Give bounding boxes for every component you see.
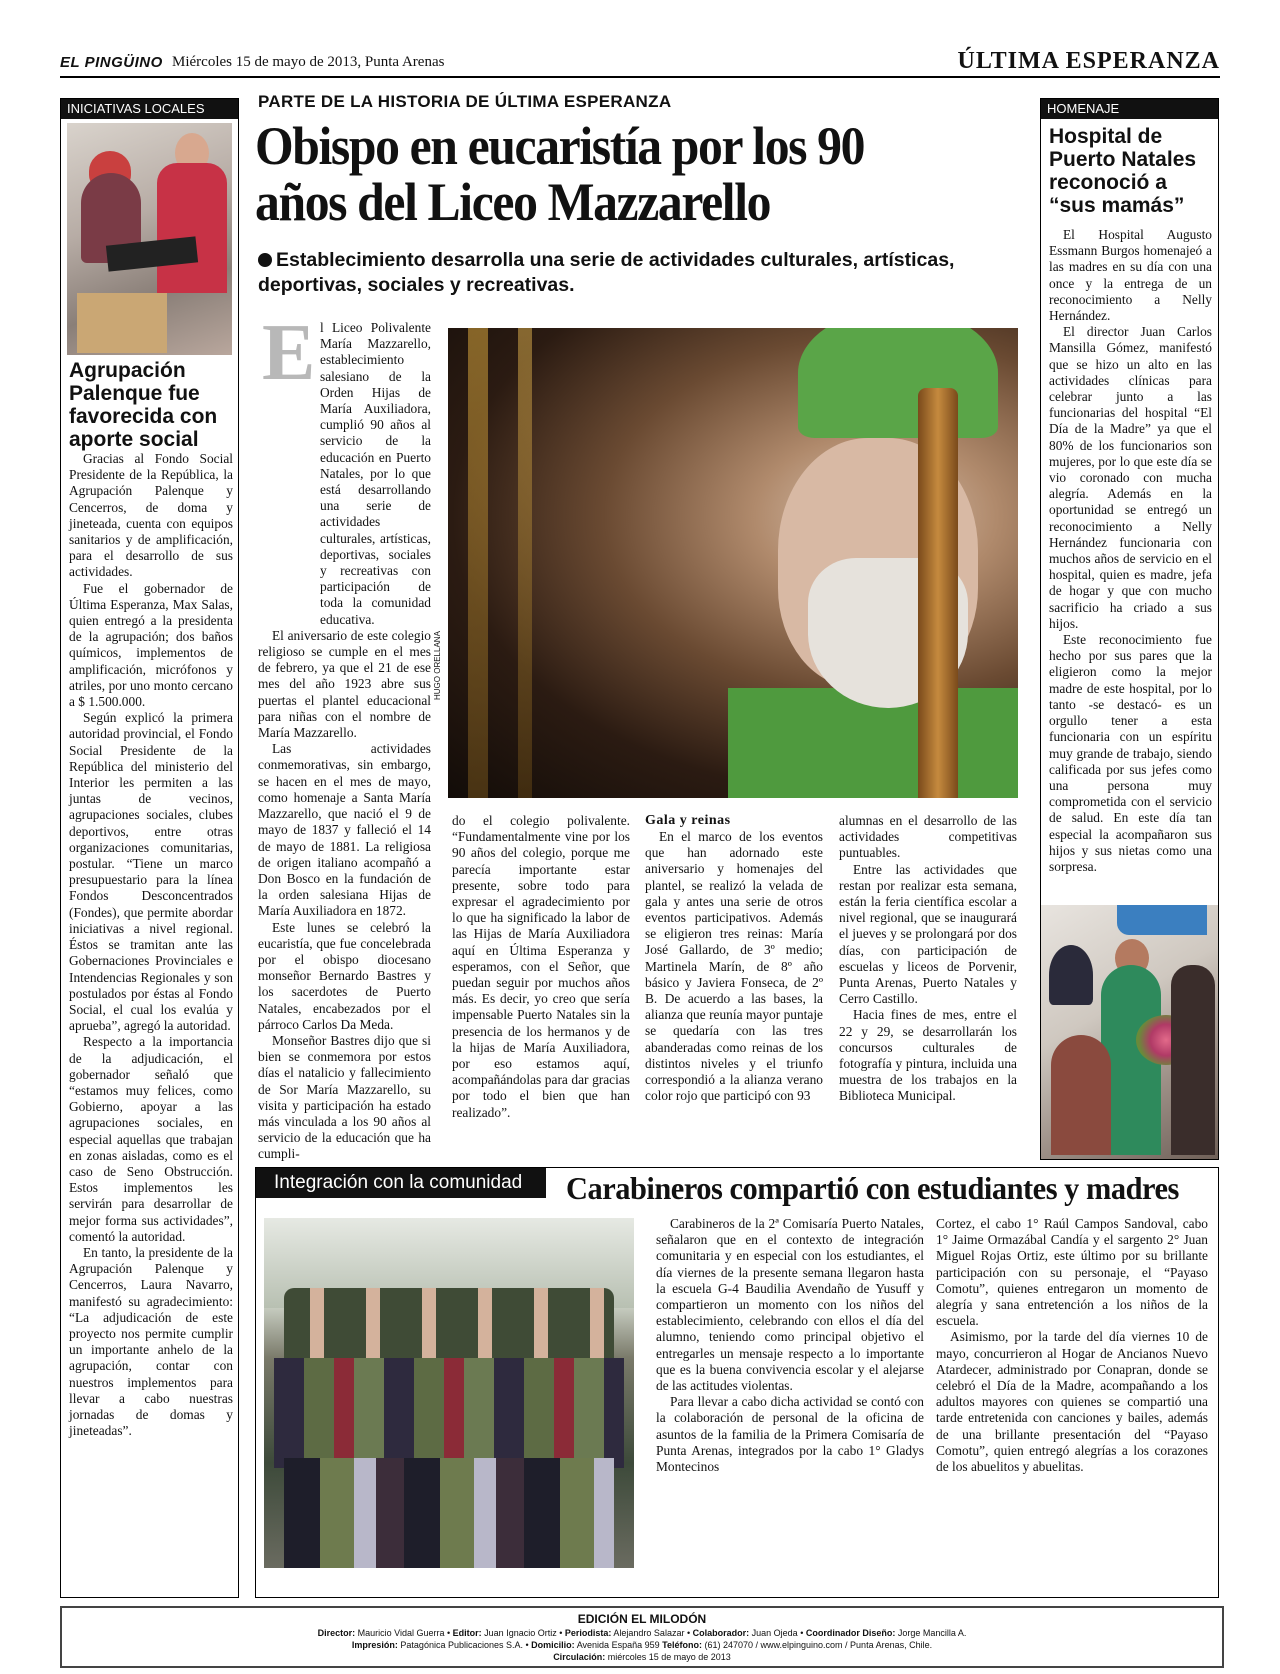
dateline: Miércoles 15 de mayo de 2013, Punta Arenas bbox=[172, 54, 445, 70]
main-column-2 bbox=[452, 813, 630, 1121]
bottom-article bbox=[255, 1167, 1219, 1598]
staff-key: Coordinador Diseño: bbox=[805, 1628, 896, 1638]
paragraph: En tanto, la presidente de la Agrupación Palenque y Cencerros, Laura Navarro, manifestó su agradecimiento: “La adjudicación de este proyecto nos permite cumplir un importante anhelo de la agrupación, contar con nuestros implementos para llevar a cabo nuestras jornadas de domas y jineteadas”. bbox=[69, 1244, 233, 1439]
drop-cap: E bbox=[262, 309, 316, 397]
paragraph: Este lunes se celebró la eucaristía, que fue concelebrada por el obispo diocesano monseñor Bernardo Bastres y los sacerdotes de Puerto Natales, encabezados por el párroco Carlos Da Meda. bbox=[258, 919, 431, 1032]
staff-key: Teléfono: bbox=[662, 1640, 702, 1650]
agrupacion-photo bbox=[67, 123, 232, 355]
sidebar-left-article bbox=[60, 98, 239, 1598]
staff-value: Mauricio Vidal Guerra • bbox=[357, 1628, 451, 1638]
paragraph: El aniversario de este colegio religioso se cumple en el mes de febrero, ya que el 21 de ese mes del año 1923 abre sus puertas el plantel educacional para niñas con el nombre de María Mazzarello. bbox=[258, 627, 431, 741]
carabineros-photo bbox=[264, 1218, 634, 1568]
staff-line-1 bbox=[62, 1628, 1222, 1638]
subheading: Gala y reinas bbox=[645, 813, 731, 828]
hospital-photo bbox=[1041, 905, 1218, 1159]
paragraph: Fue el gobernador de Última Esperanza, Max Salas, quien entregó a la presidenta de la agrupación; dos baños químicos, implementos de amplificación, micrófonos y atriles, por uno monto cercano a $ 1.500.000. bbox=[69, 580, 233, 710]
paragraph: Para llevar a cabo dicha actividad se contó con la colaboración de personal de la oficina de asuntos de la familia de la Primera Comisaría de Punta Arenas, integrados por la cabo 1° Gladys Montecinos bbox=[656, 1394, 924, 1475]
paragraph: alumnas en el desarrollo de las actividades competitivas puntuables. bbox=[839, 813, 1017, 861]
staff-key: Editor: bbox=[452, 1628, 482, 1638]
deck-text: Establecimiento desarrolla una serie de actividades culturales, artísticas, deportivas, sociales y recreativas. bbox=[258, 249, 955, 296]
right-headline: Hospital de Puerto Natales reconoció a “sus mamás” bbox=[1049, 125, 1197, 217]
paragraph: En el marco de los eventos que han adornado este aniversario y homenajes del plantel, se realizó la velada de gala y antes una serie de otros eventos participativos. Además se eligieron tres reinas: María José Gallardo, de 3º medio; Martinela Marín, de 8º año básico y Javiera Fonseca, de 2º B. De acuerdo a las bases, la alianza que reunía mayor puntaje se quedaría con las tres abanderadas como reinas de los distintos niveles y el triunfo correspondió a la alianza verano color rojo que participó con 93 bbox=[645, 829, 823, 1104]
paragraph: Respecto a la importancia de la adjudicación, el gobernador señaló que “estamos muy felices, como Gobierno, apoyar a las agrupaciones sociales, en especial aquellas que trabajan en zonas aisladas, como es el caso de Seno Obstrucción. Estos implementos les servirán para desarrollar de mejor forma sus actividades”, comentó la autoridad. bbox=[69, 1034, 233, 1244]
main-headline: Obispo en eucaristía por los 90 años del Liceo Mazzarello bbox=[255, 116, 865, 232]
paragraph: Carabineros de la 2ª Comisaría Puerto Natales, señalaron que en el contexto de integración comunitaria y en especial con los estudiantes, el día viernes de la presente semana llegaron hasta la escuela G-4 Baudilia Avendaño de Yusuff y compartieron un momento con los niños del establecimiento, celebrando con ellos el día del alumno, teniendo como principal objetivo el entregarles un mensaje respecto a lo importante que es la buena convivencia escolar y el alejarse de las actitudes violentas. bbox=[656, 1216, 924, 1394]
staff-value: Avenida España 959 bbox=[576, 1640, 660, 1650]
paragraph: Este reconocimiento fue hecho por sus pares que la eligieron como la mejor madre de este hospital, por lo tanto -se destacó- es un orgullo tener a esta funcionaria con un espíritu muy grande de trabajo, siendo calificada por sus jefes como una persona muy comprometida con el servicio de salud. En este día tan especial la acompañaron sus hijos y sus nietas como una sorpresa. bbox=[1049, 632, 1212, 874]
paragraph: Asimismo, por la tarde del día viernes 10 de mayo, concurrieron al Hogar de Ancianos Nuevo Atardecer, administrado por Conapran, donde se celebró el Día de la Madre, acompañando a los adultos mayores con quienes se compartió una tarde entretenida con canciones y bailes, además de una brillante presentación del “Payaso Comotu”, quien entregó alegrías a los corazones de los abuelitos y abuelitas. bbox=[936, 1329, 1208, 1475]
paragraph: Entre las actividades que restan por realizar esta semana, están la feria científica escolar a nivel regional, que se inaugurará el jueves y se prolongará por dos días, con participación de escuelas y liceos de Porvenir, Punta Arenas, Puerto Natales y Cerro Castillo. bbox=[839, 861, 1017, 1007]
staff-box bbox=[60, 1606, 1224, 1668]
staff-value: Patagónica Publicaciones S.A. • bbox=[400, 1640, 529, 1650]
staff-key: Colaborador: bbox=[692, 1628, 750, 1638]
bottom-column-1 bbox=[656, 1216, 924, 1475]
paragraph: do el colegio polivalente. “Fundamentalmente vine por los 90 años del colegio, porque me parecía importante estar presente, sobre todo para expresar el agradecimiento por lo que ha significado la labor de las Hijas de María Auxiliadora aquí en Última Esperanza y esperamos, con el Señor, que puedan seguir por muchos años más. Es decir, yo creo que sería impensable Puerto Natales sin la presencia de los hermanos y de la hijas de María Auxiliadora, por eso estamos aquí, acompañándolas para dar gracias por todo el bien que han realizado”. bbox=[452, 813, 630, 1120]
section-tag: HOMENAJE bbox=[1041, 99, 1218, 119]
kicker: PARTE DE LA HISTORIA DE ÚLTIMA ESPERANZA bbox=[258, 92, 672, 111]
staff-key: Director: bbox=[317, 1628, 356, 1638]
left-headline: Agrupación Palenque fue favorecida con aporte social bbox=[69, 359, 218, 451]
main-column-3 bbox=[645, 813, 823, 1104]
staff-value: Juan Ojeda • bbox=[751, 1628, 804, 1638]
main-column-1 bbox=[258, 309, 431, 1163]
staff-value: miércoles 15 de mayo de 2013 bbox=[607, 1652, 731, 1662]
staff-key: Domicilio: bbox=[531, 1640, 575, 1650]
section-title: ÚLTIMA ESPERANZA bbox=[957, 48, 1220, 74]
photo-credit: HUGO ORELLANA bbox=[433, 631, 442, 700]
deck bbox=[258, 248, 968, 298]
paragraph: Hacia fines de mes, entre el 22 y 29, se desarrollarán los concursos culturales de fotografía y pintura, incluida una muestra de los trabajos en la Biblioteca Municipal. bbox=[839, 1007, 1017, 1104]
section-tag: Integración con la comunidad bbox=[256, 1168, 546, 1198]
staff-value: (61) 247070 / www.elpinguino.com / Punta Arenas, Chile. bbox=[704, 1640, 933, 1650]
bullet-icon bbox=[258, 253, 272, 267]
sidebar-right-article bbox=[1040, 98, 1219, 1160]
masthead bbox=[60, 48, 1220, 78]
bishop-photo bbox=[448, 328, 1018, 798]
staff-key: Impresión: bbox=[351, 1640, 398, 1650]
section-tag: INICIATIVAS LOCALES bbox=[61, 99, 238, 119]
left-body bbox=[69, 451, 233, 1439]
staff-value: Jorge Mancilla A. bbox=[897, 1628, 967, 1638]
paragraph: El director Juan Carlos Mansilla Gómez, manifestó que se hizo un alto en las actividades clínicas para celebrar junto a las funcionarias del hospital “El Día de la Madre” ya que el 80% de los funcionarios son mujeres, por lo que este día se vio coronado con mucha alegría. Además en la oportunidad se entregó un reconocimiento a Nelly Hernández funcionaria con muchos años de servicio en el hospital, quien es madre, jefa de hogar y que con mucho sacrificio ha criado a sus hijos. bbox=[1049, 324, 1212, 631]
paragraph: Gracias al Fondo Social Presidente de la República, la Agrupación Palenque y Cencerros, de doma y jineteada, cuenta con equipos sanitarios y de amplificación, para el desarrollo de sus actividades. bbox=[69, 451, 233, 580]
paragraph: Según explicó la primera autoridad provincial, el Fondo Social Presidente de la República del ministerio del Interior les permiten a las juntas de vecinos, agrupaciones sociales, clubes deportivos, entre otras organizaciones comunitarias, postular. “Tiene un marco presupuestario para la línea Fondos Desconcentrados (Fondes), que permite abordar iniciativas a nivel regional. Éstos se tramitan ante las Gobernaciones Provinciales e Intendencias Regionales y son postulados por éstas al Fondo Social, el cual los evalúa y aprueba”, agregó la autoridad. bbox=[69, 710, 233, 1034]
main-column-4 bbox=[839, 813, 1017, 1105]
paragraph: Monseñor Bastres dijo que si bien se conmemora por estos días el natalicio y fallecimiento de Sor María Mazzarello, su visita y participación ha estado más vinculada a los 90 años al servicio de la educación que ha cumpli- bbox=[258, 1032, 431, 1162]
staff-value: Juan Ignacio Ortiz • bbox=[484, 1628, 563, 1638]
brand-logo: EL PINGÜINO bbox=[60, 54, 163, 71]
staff-key: Periodista: bbox=[564, 1628, 612, 1638]
staff-line-3 bbox=[62, 1652, 1222, 1662]
paragraph: l Liceo Polivalente María Mazzarello, establecimiento salesiano de la Orden Hijas de María Auxiliadora, cumplió 90 años al servicio de la educación en Puerto Natales, por lo que está desarrollando una serie de actividades culturales, artísticas, deportivas, sociales y recreativas con participación de toda la comunidad educativa. bbox=[320, 320, 431, 627]
staff-line-2 bbox=[62, 1640, 1222, 1650]
staff-value: Alejandro Salazar • bbox=[613, 1628, 691, 1638]
bottom-column-2 bbox=[936, 1216, 1208, 1475]
right-body bbox=[1049, 227, 1212, 875]
paragraph: Las actividades conmemorativas, sin embargo, se hacen en el mes de mayo, como homenaje a Santa María Mazzarello, que nació el 9 de mayo de 1837 y falleció el 14 de mayo de 1881. La religiosa de origen italiano acompañó a Don Bosco en la fundación de la orden salesiana Hijas de María Auxiliadora en 1872. bbox=[258, 741, 431, 919]
staff-key: Circulación: bbox=[553, 1652, 606, 1662]
staff-title: EDICIÓN EL MILODÓN bbox=[577, 1612, 707, 1626]
bottom-headline: Carabineros compartió con estudiantes y madres bbox=[566, 1170, 1179, 1206]
paragraph: Cortez, el cabo 1° Raúl Campos Sandoval, cabo 1° Jaime Ormazábal Candía y el sargento 2° Juan Miguel Rojas Ortiz, este último por su brillante participación con su personaje, el “Payaso Comotu”, quienes entregaron un momento de alegría y sana entretención a los niños de la escuela. bbox=[936, 1216, 1208, 1329]
paragraph: El Hospital Augusto Essmann Burgos homenajeó a las madres en su día con una once y la entrega de un reconocimiento a Nelly Hernández. bbox=[1049, 227, 1212, 324]
